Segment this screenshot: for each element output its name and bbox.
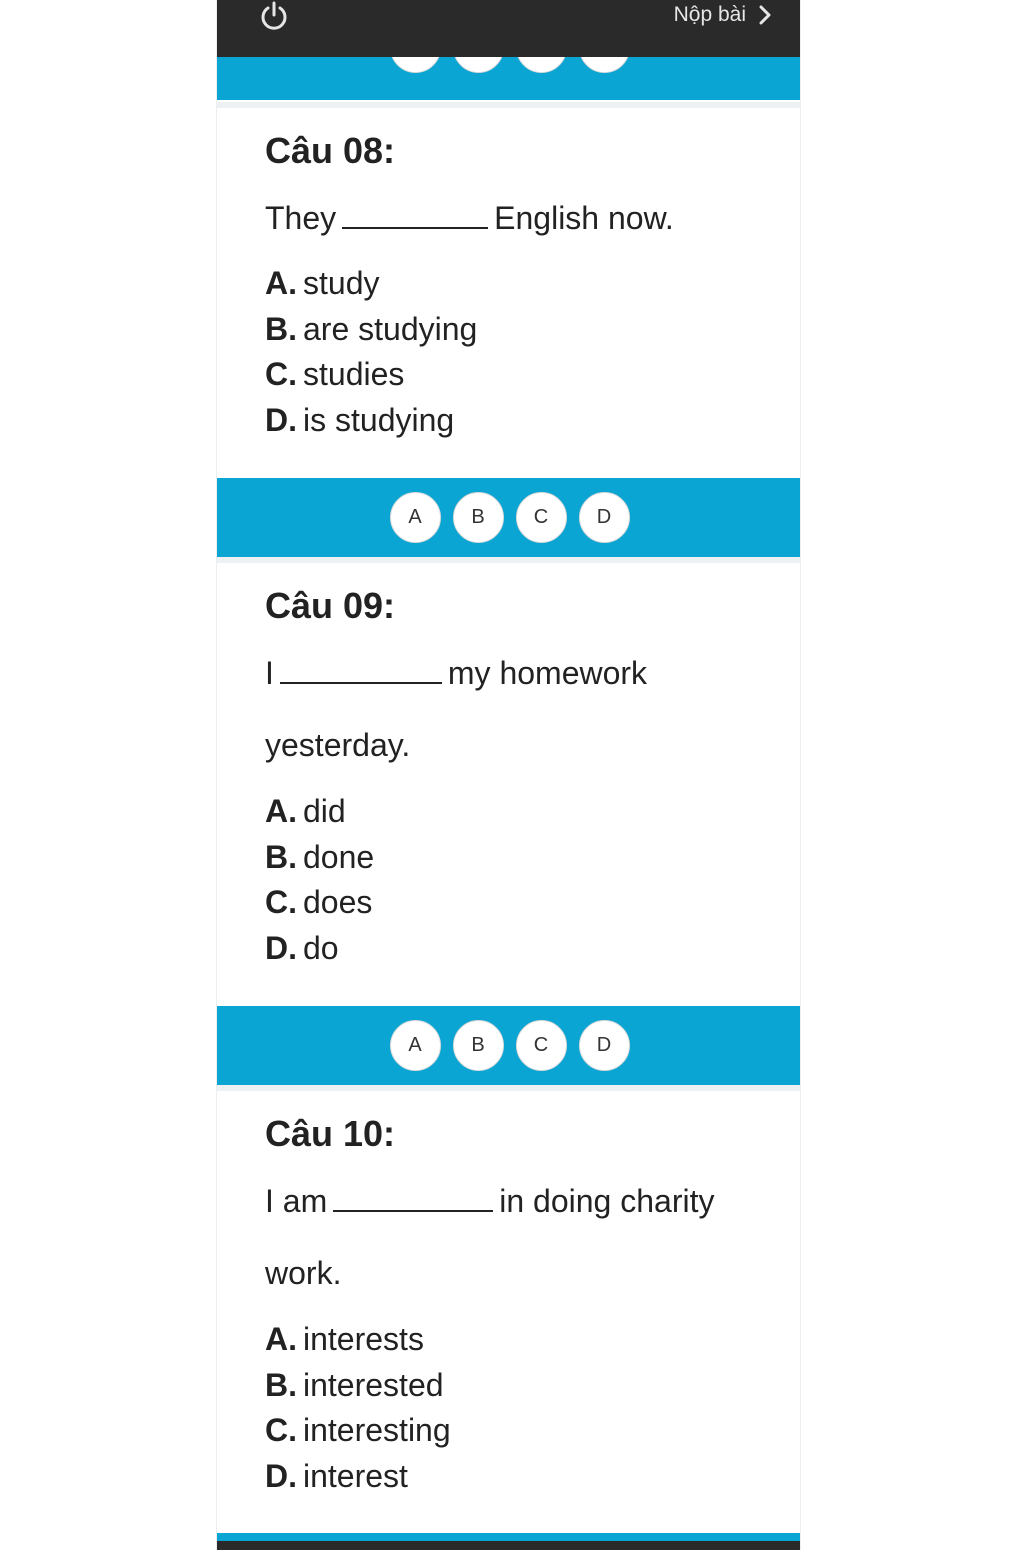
- chevron-right-icon: [758, 5, 772, 25]
- question-card-08: [217, 102, 801, 478]
- option-a: A. interests: [265, 1321, 424, 1357]
- question-text-before: They: [265, 200, 337, 236]
- answer-bar-q09: [217, 1006, 801, 1085]
- answer-button-d[interactable]: D: [579, 492, 630, 543]
- option-list: [265, 1317, 451, 1499]
- question-title: Câu 10:: [265, 1113, 396, 1154]
- answer-bar-q10-partial: [217, 1533, 801, 1550]
- option-a: A. study: [265, 265, 380, 301]
- option-a: A. did: [265, 793, 346, 829]
- question-card-09: [217, 557, 801, 1006]
- question-text: [265, 200, 674, 237]
- option-c: C. studies: [265, 356, 405, 392]
- answer-blank: [333, 1209, 493, 1212]
- option-d: D. is studying: [265, 401, 455, 438]
- power-icon[interactable]: [257, 0, 291, 32]
- question-title: Câu 08:: [265, 130, 396, 171]
- option-d: D. interest: [265, 1457, 408, 1494]
- question-title: Câu 09:: [265, 585, 396, 626]
- question-text-line2: work.: [265, 1255, 342, 1291]
- answer-button-a[interactable]: A: [390, 492, 441, 543]
- top-bar: [217, 0, 801, 57]
- answer-blank: [342, 226, 488, 229]
- option-c: C. does: [265, 884, 373, 920]
- question-text-after: English now.: [494, 200, 674, 236]
- option-b: B. interested: [265, 1366, 444, 1403]
- answer-button-a[interactable]: A: [390, 1020, 441, 1071]
- question-card-10: [217, 1085, 801, 1533]
- question-text-after: in doing charity: [499, 1183, 715, 1219]
- option-b: B. are studying: [265, 310, 478, 347]
- option-c: C. interesting: [265, 1412, 451, 1448]
- option-d: D. do: [265, 929, 339, 966]
- quiz-app: [216, 0, 801, 1550]
- question-text: [265, 1183, 714, 1220]
- bottom-bar: [217, 1541, 801, 1550]
- question-text-before: I: [265, 655, 274, 691]
- answer-button-b[interactable]: B: [453, 1020, 504, 1071]
- submit-button[interactable]: [674, 0, 772, 30]
- option-list: [265, 789, 374, 971]
- question-text-before: I am: [265, 1183, 328, 1219]
- answer-button-c[interactable]: C: [516, 1020, 567, 1071]
- answer-blank: [280, 681, 442, 684]
- option-b: B. done: [265, 838, 375, 875]
- answer-button-b[interactable]: B: [453, 492, 504, 543]
- question-text-line2: yesterday.: [265, 727, 411, 763]
- answer-button-c[interactable]: C: [516, 492, 567, 543]
- question-text-after: my homework: [447, 655, 648, 691]
- answer-button-d[interactable]: D: [579, 1020, 630, 1071]
- answer-bar-q08: [217, 478, 801, 557]
- question-text: [265, 655, 647, 692]
- option-list: [265, 261, 477, 443]
- submit-label: Nộp bài: [673, 3, 746, 26]
